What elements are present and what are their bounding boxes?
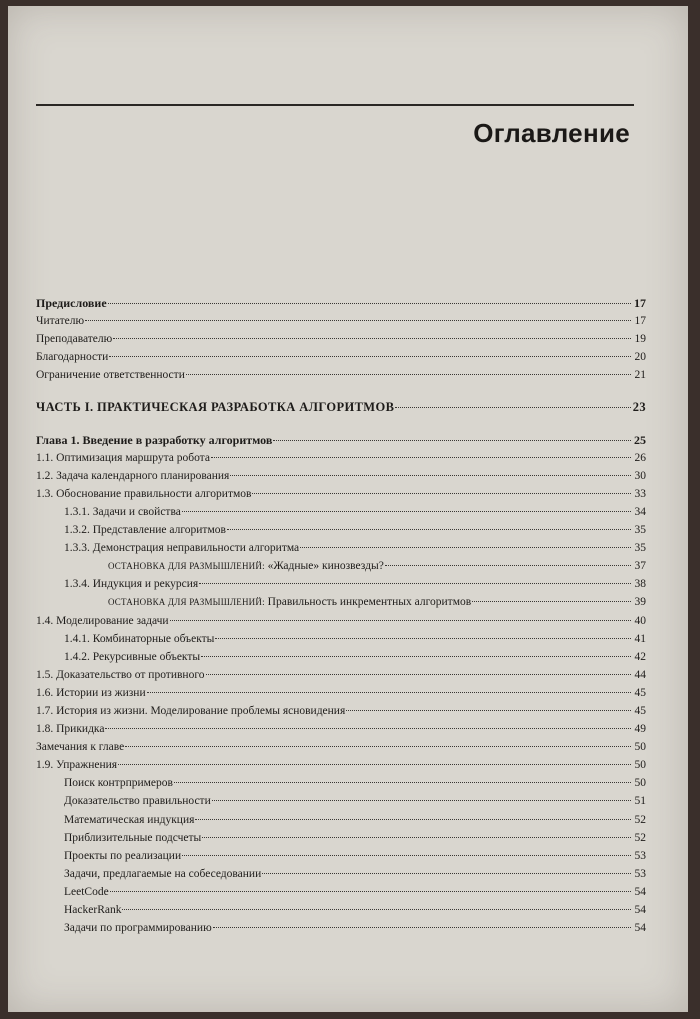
toc-page-number: 53	[634, 867, 646, 880]
toc-leader-dots	[110, 890, 631, 892]
toc-entry[interactable]	[36, 294, 646, 312]
toc-leader-dots	[199, 582, 631, 584]
toc-page-number: 21	[634, 369, 646, 382]
toc-leader-dots	[201, 655, 631, 657]
toc-page-number: 54	[634, 922, 646, 935]
toc-leader-dots	[195, 818, 631, 820]
toc-entry-title: 1.5. Доказательство от противного	[36, 668, 205, 681]
toc-entry-title: Читателю	[36, 315, 85, 328]
toc-leader-dots	[212, 799, 631, 801]
toc-page-number: 33	[634, 487, 646, 500]
toc-entry[interactable]	[36, 366, 646, 384]
toc-entry-title: Приблизительные подсчеты	[64, 831, 202, 844]
toc-leader-dots	[108, 302, 631, 304]
toc-leader-dots	[122, 908, 631, 910]
toc-leader-dots	[300, 546, 631, 548]
toc-page-number: 41	[634, 632, 646, 645]
toc-entry-title: Предисловие	[36, 296, 107, 310]
toc-leader-dots	[118, 763, 631, 765]
toc-gap	[36, 417, 646, 431]
toc-leader-dots	[170, 619, 631, 621]
toc-page-number: 54	[634, 904, 646, 916]
toc-entry[interactable]	[36, 883, 646, 901]
toc-page-number: 17	[634, 296, 646, 310]
toc-page-number: 17	[634, 315, 646, 328]
toc-leader-dots	[182, 854, 631, 856]
toc-entry[interactable]	[36, 865, 646, 883]
toc-entry[interactable]	[36, 792, 646, 810]
toc-page-number: 50	[634, 741, 646, 754]
toc-entry[interactable]	[36, 774, 646, 792]
toc-entry-title: 1.3.2. Представление алгоритмов	[64, 524, 226, 537]
toc-leader-dots	[230, 474, 631, 476]
toc-page-number: 44	[634, 668, 646, 681]
toc-entry[interactable]	[36, 630, 646, 648]
toc-leader-dots	[262, 872, 631, 874]
toc-entry-title: Задачи, предлагаемые на собеседовании	[64, 867, 262, 880]
toc-page-number: 52	[634, 813, 646, 826]
toc-entry-title: LeetCode	[64, 885, 109, 898]
toc-entry-title: Глава 1. Введение в разработку алгоритмов	[36, 432, 273, 447]
toc-leader-dots	[227, 528, 631, 530]
toc-entry[interactable]	[36, 612, 646, 630]
toc-entry-title: Замечания к главе	[36, 741, 125, 754]
toc-page-number: 35	[634, 524, 646, 537]
toc-entry-title: 1.1. Оптимизация маршрута робота	[36, 451, 210, 464]
toc-entry-title: 1.9. Упражнения	[36, 759, 118, 772]
toc-entry-title: Благодарности	[36, 351, 109, 364]
toc-entry-title: 1.6. Истории из жизни	[36, 686, 146, 699]
toc-leader-dots	[202, 836, 631, 838]
toc-entry[interactable]	[36, 720, 646, 738]
toc-entry[interactable]	[36, 666, 646, 684]
toc-leader-dots	[85, 319, 631, 321]
toc-page-number: 50	[634, 777, 646, 790]
toc-entry-title: 1.4. Моделирование задачи	[36, 614, 169, 627]
toc-leader-dots	[211, 456, 631, 458]
toc-entry[interactable]	[36, 811, 646, 829]
book-page	[8, 6, 688, 1012]
toc-leader-dots	[113, 337, 631, 339]
toc-entry[interactable]	[36, 702, 646, 720]
toc-gap	[36, 384, 646, 398]
toc-entry-title: Преподавателю	[36, 333, 113, 346]
toc-page-number: 45	[634, 686, 646, 699]
toc-page-number: 37	[634, 560, 646, 573]
toc-page-number: 34	[634, 505, 646, 518]
toc-page-number: 25	[634, 432, 646, 447]
toc-leader-dots	[385, 564, 631, 566]
toc-page-number: 52	[634, 831, 646, 844]
toc-page-number: 40	[634, 614, 646, 627]
toc-entry-title: 1.3. Обоснование правильности алгоритмов	[36, 487, 252, 500]
toc-entry[interactable]	[36, 398, 646, 416]
toc-entry[interactable]	[36, 503, 646, 521]
toc-entry-title: 1.7. История из жизни. Моделирование проблемы ясновидения	[36, 704, 346, 717]
toc-entry-prefix: ОСТАНОВКА ДЛЯ РАЗМЫШЛЕНИЙ:	[108, 561, 265, 572]
toc-entry[interactable]	[36, 756, 646, 774]
toc-entry-title: Проекты по реализации	[64, 849, 182, 862]
toc-page-number: 49	[634, 723, 646, 736]
toc-page-number: 19	[634, 333, 646, 346]
toc-entry-title: Доказательство правильности	[64, 795, 211, 808]
toc-entry[interactable]	[36, 348, 646, 366]
toc-entry[interactable]	[36, 485, 646, 503]
toc-page-number: 35	[634, 542, 646, 555]
toc-entry-title: ЧАСТЬ I. ПРАКТИЧЕСКАЯ РАЗРАБОТКА АЛГОРИТМОВ	[36, 400, 395, 415]
toc-entry-title: 1.3.1. Задачи и свойства	[64, 505, 181, 518]
toc-leader-dots	[125, 745, 631, 747]
toc-entry[interactable]	[36, 593, 646, 611]
toc-leader-dots	[174, 781, 631, 783]
toc-leader-dots	[346, 709, 631, 711]
toc-page-number: 23	[632, 400, 646, 415]
toc-leader-dots	[252, 492, 631, 494]
toc-page-number: 26	[634, 451, 646, 464]
toc-leader-dots	[182, 510, 631, 512]
toc-entry[interactable]	[36, 575, 646, 593]
toc-entry-title: 1.4.2. Рекурсивные объекты	[64, 650, 201, 663]
toc-entry[interactable]	[36, 919, 646, 937]
toc-page-number: 30	[634, 469, 646, 482]
toc-entry-title: 1.8. Прикидка	[36, 723, 105, 736]
toc-leader-dots	[105, 727, 631, 729]
toc-entry-title: Математическая индукция	[64, 813, 195, 826]
toc-page-number: 54	[634, 885, 646, 898]
toc-entry[interactable]	[36, 901, 646, 919]
toc-page-number: 50	[634, 759, 646, 772]
toc-entry[interactable]	[36, 648, 646, 666]
toc-page-number: 39	[634, 596, 646, 609]
toc-entry-text: Правильность инкрементных алгоритмов	[267, 596, 472, 609]
header-rule	[36, 104, 634, 106]
toc-entry-title: Задачи по программированию	[64, 922, 212, 935]
toc-entry[interactable]	[36, 521, 646, 539]
toc-page-number: 20	[634, 351, 646, 364]
toc-entry-title: Поиск контрпримеров	[64, 777, 173, 790]
toc-leader-dots	[215, 637, 631, 639]
toc-leader-dots	[147, 691, 631, 693]
toc-entry[interactable]	[36, 738, 646, 756]
toc-leader-dots	[213, 926, 631, 928]
toc-page-number: 42	[634, 650, 646, 663]
toc-leader-dots	[206, 673, 631, 675]
toc-entry[interactable]	[36, 312, 646, 330]
toc-leader-dots	[186, 373, 631, 375]
page-title: Оглавление	[473, 118, 630, 148]
toc-entry[interactable]	[36, 467, 646, 485]
toc-entry-title: 1.2. Задача календарного планирования	[36, 469, 230, 482]
toc-leader-dots	[273, 439, 631, 441]
toc-entry-title: 1.3.4. Индукция и рекурсия	[64, 578, 199, 591]
toc-entry-title: 1.3.3. Демонстрация неправильности алгоритма	[64, 542, 300, 555]
toc-page-number: 38	[634, 578, 646, 591]
toc-entry[interactable]	[36, 829, 646, 847]
toc-leader-dots	[472, 600, 631, 602]
toc-entry-title	[108, 593, 471, 611]
toc-leader-dots	[395, 406, 631, 408]
toc-entry-title	[108, 557, 384, 575]
toc-page-number: 51	[634, 795, 646, 808]
toc-leader-dots	[109, 355, 631, 357]
toc-entry-title: HackerRank	[64, 904, 122, 916]
table-of-contents	[36, 294, 646, 937]
toc-entry[interactable]	[36, 431, 646, 449]
toc-entry-text: «Жадные» кинозвезды?	[267, 560, 384, 573]
toc-entry-prefix: ОСТАНОВКА ДЛЯ РАЗМЫШЛЕНИЙ:	[108, 597, 265, 608]
toc-page-number: 45	[634, 704, 646, 717]
toc-entry-title: 1.4.1. Комбинаторные объекты	[64, 632, 215, 645]
toc-entry[interactable]	[36, 330, 646, 348]
toc-entry-title: Ограничение ответственности	[36, 369, 185, 382]
toc-entry[interactable]	[36, 847, 646, 865]
toc-entry[interactable]	[36, 539, 646, 557]
toc-entry[interactable]	[36, 557, 646, 575]
toc-page-number: 53	[634, 849, 646, 862]
toc-entry[interactable]	[36, 684, 646, 702]
toc-entry[interactable]	[36, 449, 646, 467]
